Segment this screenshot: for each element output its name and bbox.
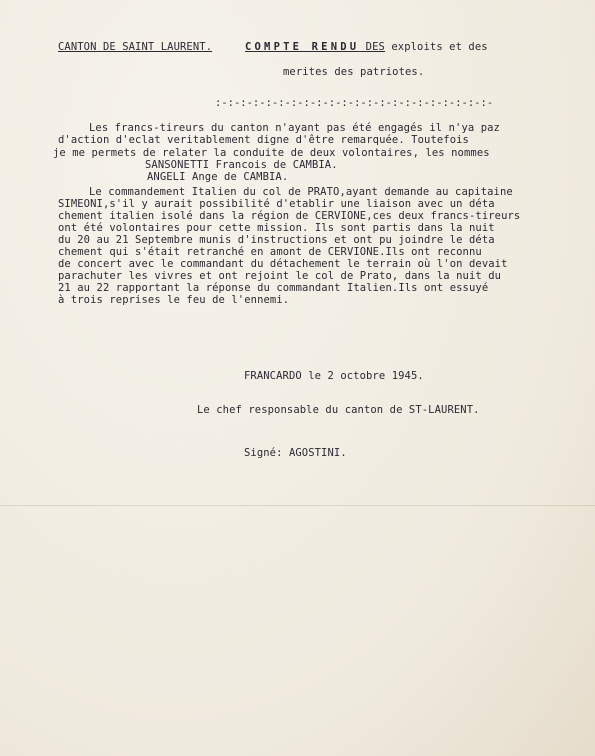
chief-line: Le chef responsable du canton de ST-LAURENT. <box>197 404 480 416</box>
report-title <box>245 41 488 53</box>
paragraph-1-line-2: d'action d'eclat veritablement digne d'être remarquée. Toutefois <box>58 134 469 146</box>
paragraph-2-line-6: chement qui s'était retranché en amont de CERVIONE.Ils ont reconnu <box>58 246 482 258</box>
separator-line: :-:-:-:-:-:-:-:-:-:-:-:-:-:-:-:-:-:-:-:-:-:- <box>215 97 494 109</box>
paragraph-2-line-4: ont été volontaires pour cette mission. Ils sont partis dans la nuit <box>58 222 495 234</box>
report-title-rest: exploits et des <box>384 41 488 53</box>
paragraph-1-line-1: Les francs-tireurs du canton n'ayant pas été engagés il n'ya paz <box>89 122 500 134</box>
paragraph-2-line-7: de concert avec le commandant du détachement le terrain où l'on devait <box>58 258 508 270</box>
paragraph-1-line-3: je me permets de relater la conduite de deux volontaires, les nommes <box>53 147 490 159</box>
canton-heading: CANTON DE SAINT LAURENT. <box>58 41 213 53</box>
paragraph-2-line-9: 21 au 22 rapportant la réponse du commandant Italien.Ils ont essuyé <box>58 282 489 294</box>
report-title-des: DES <box>359 41 385 53</box>
signature-line: Signé: AGOSTINI. <box>244 447 347 459</box>
report-subtitle: merites des patriotes. <box>283 66 425 78</box>
paragraph-2-line-10: à trois reprises le feu de l'ennemi. <box>58 294 290 306</box>
paragraph-2-line-3: chement italien isolé dans la région de CERVIONE,ces deux francs-tireurs <box>58 210 521 222</box>
paragraph-1-line-5: ANGELI Ange de CAMBIA. <box>147 171 289 183</box>
paper-fold <box>0 505 595 506</box>
paragraph-2-line-5: du 20 au 21 Septembre munis d'instructions et ont pu joindre le déta <box>58 234 495 246</box>
paragraph-2-line-1: Le commandement Italien du col de PRATO,ayant demande au capitaine <box>89 186 513 198</box>
place-date: FRANCARDO le 2 octobre 1945. <box>244 370 424 382</box>
paragraph-1-line-4: SANSONETTI Francois de CAMBIA. <box>145 159 338 171</box>
paragraph-2-line-8: parachuter les vivres et ont rejoint le col de Prato, dans la nuit du <box>58 270 502 282</box>
paragraph-2-line-2: SIMEONI,s'il y aurait possibilité d'etablir une liaison avec un déta <box>58 198 495 210</box>
report-title-spaced: COMPTE RENDU <box>245 41 360 53</box>
